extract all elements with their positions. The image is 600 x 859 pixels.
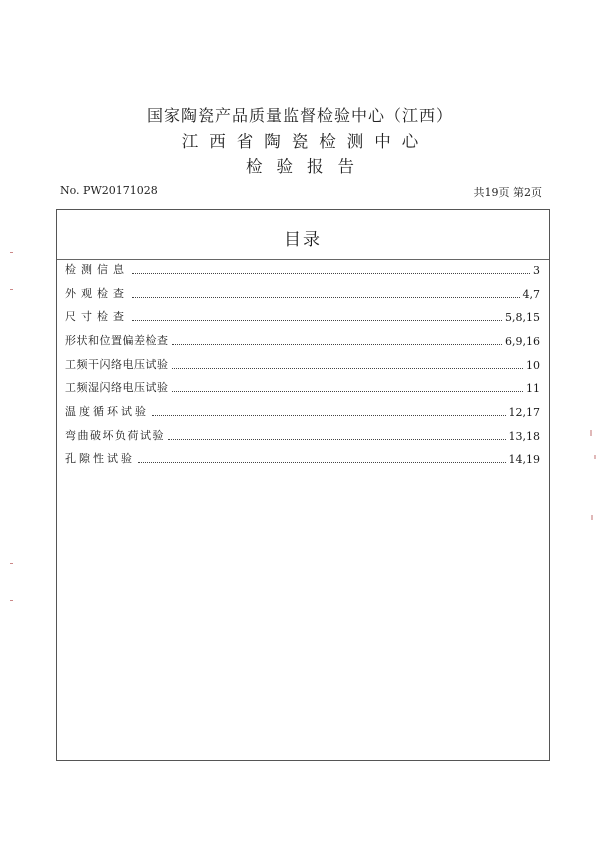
toc-leader (168, 438, 506, 440)
toc-item-pages: 4,7 (522, 288, 540, 301)
toc-leader (132, 296, 520, 298)
toc-item (65, 429, 540, 443)
toc-item (65, 334, 540, 348)
toc-leader (152, 414, 506, 416)
toc-leader (138, 461, 506, 463)
toc-item-title: 工频湿闪络电压试验 (65, 381, 169, 394)
toc-item-title: 工频干闪络电压试验 (65, 358, 169, 371)
toc-item-pages: 6,9,16 (505, 335, 540, 348)
scan-mark (590, 430, 592, 436)
toc-item (65, 452, 540, 466)
toc-leader (172, 367, 524, 369)
toc-item-title: 孔隙性试验 (65, 452, 135, 465)
scan-mark (10, 289, 13, 290)
scan-mark (594, 455, 596, 459)
header-provincial-name: 江西省陶瓷检测中心 (181, 132, 430, 151)
toc-item-title: 尺寸检查 (65, 310, 129, 323)
header-report-title: 检验报告 (246, 157, 368, 176)
toc-item-title: 检测信息 (65, 263, 129, 276)
scan-mark (591, 515, 593, 520)
toc-item (65, 310, 540, 324)
scan-mark (10, 600, 13, 601)
toc-item (65, 287, 540, 301)
toc-leader (172, 343, 503, 345)
toc-item-title: 温度循环试验 (65, 405, 149, 418)
header-center-name: 国家陶瓷产品质量监督检验中心（江西） (146, 106, 453, 125)
toc-leader (132, 272, 530, 274)
report-number: No. PW20171028 (60, 184, 158, 197)
scan-mark (10, 563, 13, 564)
toc-item-pages: 11 (526, 382, 540, 395)
toc-item-title: 弯曲破坏负荷试验 (65, 429, 165, 442)
toc-item-pages: 5,8,15 (505, 311, 540, 324)
toc-item-pages: 13,18 (508, 430, 540, 443)
toc-item-pages: 14,19 (508, 453, 540, 466)
toc-title: 目录 (284, 230, 322, 250)
toc-leader (172, 390, 524, 392)
toc-frame (56, 209, 550, 761)
toc-item-title: 外观检查 (65, 287, 129, 300)
toc-item (65, 263, 540, 277)
toc-item (65, 358, 540, 372)
toc-item (65, 381, 540, 395)
page-count: 共19页 第2页 (473, 186, 542, 199)
toc-item-pages: 3 (533, 264, 540, 277)
toc-leader (132, 319, 502, 321)
toc-item (65, 405, 540, 419)
toc-item-pages: 12,17 (508, 406, 540, 419)
toc-divider (57, 259, 549, 260)
scan-mark (10, 252, 13, 253)
toc-item-title: 形状和位置偏差检查 (65, 334, 169, 347)
toc-item-pages: 10 (526, 359, 540, 372)
